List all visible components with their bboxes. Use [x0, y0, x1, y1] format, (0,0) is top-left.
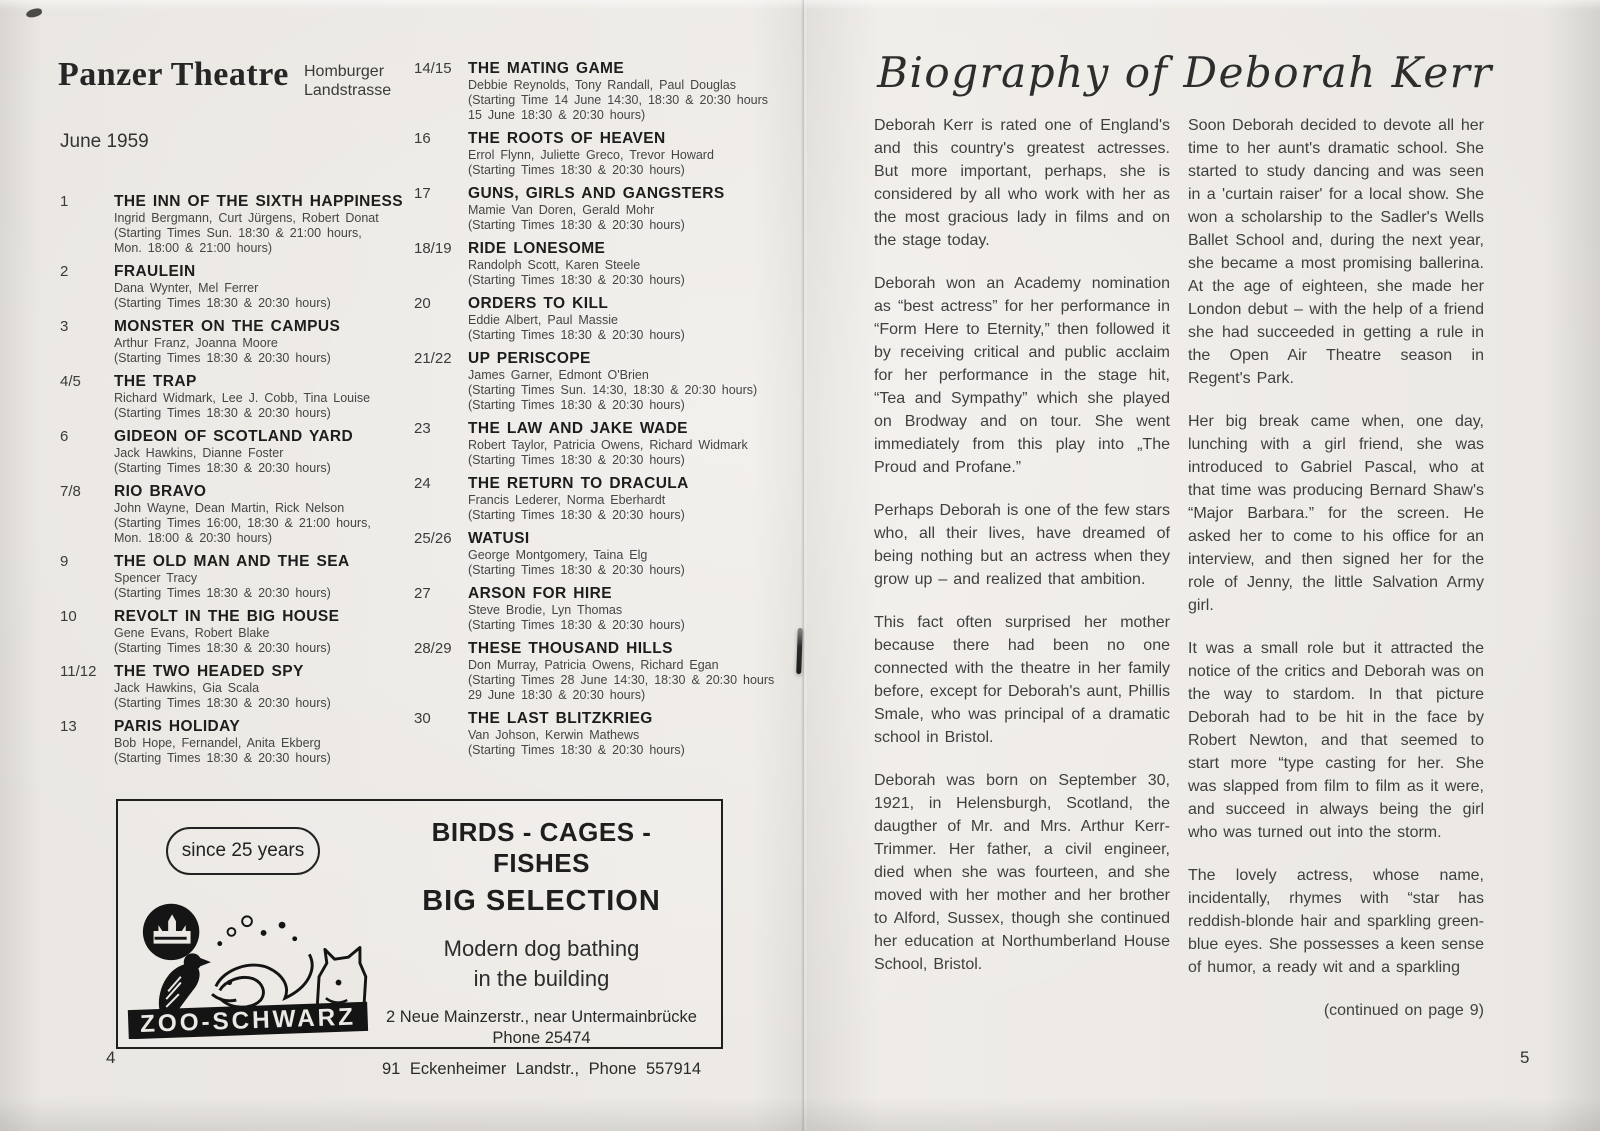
films-column-1 — [60, 193, 412, 773]
film-cast: Eddie Albert, Paul Massie — [468, 313, 618, 327]
film-dates: 25/26 — [414, 530, 452, 547]
film-entry — [414, 295, 782, 343]
film-times: (Starting Times 18:30 & 20:30 hours) — [468, 328, 685, 342]
film-times: (Starting Times 16:00, 18:30 & 21:00 hours, — [114, 516, 371, 530]
film-entry — [414, 640, 782, 703]
film-details — [468, 130, 782, 178]
film-entry — [414, 585, 782, 633]
film-times: (Starting Times 18:30 & 20:30 hours) — [468, 163, 685, 177]
ad-right-pane — [380, 801, 721, 1078]
film-title: THE ROOTS OF HEAVEN — [468, 130, 666, 147]
page-number-right: 5 — [1520, 1048, 1530, 1067]
film-details — [114, 608, 412, 656]
film-entry — [60, 193, 412, 256]
film-dates: 27 — [414, 585, 431, 602]
film-times: (Starting Times 18:30 & 20:30 hours) — [468, 453, 685, 467]
film-times: (Starting Times 18:30 & 20:30 hours) — [114, 586, 331, 600]
film-title: UP PERISCOPE — [468, 350, 591, 367]
film-title: MONSTER ON THE CAMPUS — [114, 318, 341, 335]
film-dates: 28/29 — [414, 640, 452, 657]
film-times: (Starting Times 18:30 & 20:30 hours) — [468, 398, 685, 412]
film-dates: 21/22 — [414, 350, 452, 367]
film-title: GUNS, GIRLS AND GANGSTERS — [468, 185, 725, 202]
film-details — [468, 60, 782, 123]
dog-illustration — [317, 948, 366, 1009]
film-details — [468, 350, 782, 413]
film-cast: Francis Lederer, Norma Eberhardt — [468, 493, 666, 507]
film-details — [114, 553, 412, 601]
ad-headline-2: BIG SELECTION — [422, 885, 661, 917]
film-title: GIDEON OF SCOTLAND YARD — [114, 428, 354, 445]
film-dates: 23 — [414, 420, 431, 437]
film-title: ORDERS TO KILL — [468, 295, 609, 312]
film-cast: Steve Brodie, Lyn Thomas — [468, 603, 623, 617]
theatre-title: Panzer Theatre — [58, 56, 289, 93]
film-title: THE MATING GAME — [468, 60, 625, 77]
page-fold — [801, 0, 807, 1131]
film-cast: Mamie Van Doren, Gerald Mohr — [468, 203, 655, 217]
film-times: (Starting Times 18:30 & 20:30 hours) — [114, 641, 331, 655]
film-entry — [60, 608, 412, 656]
film-details — [468, 420, 782, 468]
film-cast: Arthur Franz, Joanna Moore — [114, 336, 278, 350]
film-cast: Dana Wynter, Mel Ferrer — [114, 281, 259, 295]
film-details — [114, 428, 412, 476]
film-title: RIO BRAVO — [114, 483, 207, 500]
film-cast: Spencer Tracy — [114, 571, 198, 585]
film-dates: 4/5 — [60, 373, 81, 390]
film-times: (Starting Times 18:30 & 20:30 hours) — [468, 618, 685, 632]
film-details — [468, 475, 782, 523]
film-times: (Starting Times 18:30 & 20:30 hours) — [114, 461, 331, 475]
film-times: (Starting Times 18:30 & 20:30 hours) — [114, 351, 331, 365]
film-details — [114, 318, 412, 366]
film-entry — [60, 483, 412, 546]
biography-paragraph: This fact often surprised her mother because there had been no one connected with the theatre in her family before, except for Deborah's aunt, Phillis Smale, who was principal of a dramatic school in Bristol. — [874, 614, 1170, 746]
theatre-address — [304, 62, 391, 100]
biography-paragraph: Her big break came when, one day, lunching with a girl friend, she was introduced to Gabriel Pascal, who at that time was producing Bernard Shaw's “Major Barbara.” for the screen. He asked her to come to his office for an interview, and then signed her for the role of Jenny, the little Salvation Army girl. — [1188, 413, 1484, 614]
film-cast: Errol Flynn, Juliette Greco, Trevor Howard — [468, 148, 714, 162]
film-entry — [414, 530, 782, 578]
film-title: PARIS HOLIDAY — [114, 718, 241, 735]
zoo-schwarz-logo — [126, 893, 370, 1039]
film-entry — [60, 663, 412, 711]
film-dates: 7/8 — [60, 483, 81, 500]
film-dates: 20 — [414, 295, 431, 312]
film-dates: 17 — [414, 185, 431, 202]
film-title: RIDE LONESOME — [468, 240, 606, 257]
month-label: June 1959 — [60, 131, 149, 152]
theatre-address-line2: Landstrasse — [304, 82, 392, 99]
film-times: (Starting Times 28 June 14:30, 18:30 & 20:30 hours — [468, 673, 775, 687]
biography-column-2 — [1188, 114, 1484, 1022]
film-details — [468, 185, 782, 233]
biography-column-1 — [874, 114, 1170, 996]
film-dates: 10 — [60, 608, 77, 625]
film-cast: Gene Evans, Robert Blake — [114, 626, 270, 640]
film-cast: Ingrid Bergmann, Curt Jürgens, Robert Donat — [114, 211, 379, 225]
since-badge: since 25 years — [166, 827, 320, 875]
theatre-address-line1: Homburger — [304, 63, 385, 80]
film-dates: 24 — [414, 475, 431, 492]
film-dates: 14/15 — [414, 60, 452, 77]
film-entry — [60, 373, 412, 421]
film-details — [114, 263, 412, 311]
film-details — [114, 373, 412, 421]
biography-paragraph: Deborah won an Academy nomination as “best actress” for her performance in “Form Here to Eternity,” then followed it by receiving critical and public acclaim for her performance in the stage hit, “Tea and Sympathy” which she played on Brodway and on tour. She went immediately from this play into „The Proud and Profane.” — [874, 275, 1170, 476]
film-times: (Starting Times 18:30 & 20:30 hours) — [468, 273, 685, 287]
film-details — [468, 640, 782, 703]
ad-headline-1: BIRDS - CAGES - FISHES — [431, 817, 652, 878]
film-dates: 3 — [60, 318, 69, 335]
film-entry — [60, 428, 412, 476]
films-column-2 — [414, 60, 782, 765]
film-times: (Starting Times 18:30 & 20:30 hours) — [468, 563, 685, 577]
film-dates: 18/19 — [414, 240, 452, 257]
film-title: FRAULEIN — [114, 263, 196, 280]
film-cast: Jack Hawkins, Dianne Foster — [114, 446, 284, 460]
film-entry — [414, 185, 782, 233]
film-entry — [60, 718, 412, 766]
film-times: (Starting Times 18:30 & 20:30 hours) — [114, 696, 331, 710]
film-entry — [60, 263, 412, 311]
film-entry — [60, 318, 412, 366]
film-times: (Starting Times 18:30 & 20:30 hours) — [468, 218, 685, 232]
film-times: (Starting Times 18:30 & 20:30 hours) — [468, 508, 685, 522]
film-cast: Debbie Reynolds, Tony Randall, Paul Douglas — [468, 78, 736, 92]
biography-paragraph: Deborah Kerr is rated one of England's and this country's greatest actresses. But more important, perhaps, she is considered by all who work with her as the most gracious lady in films and on the stage today. — [874, 117, 1170, 249]
film-times: (Starting Times 18:30 & 20:30 hours) — [114, 406, 331, 420]
film-dates: 1 — [60, 193, 69, 210]
film-title: ARSON FOR HIRE — [468, 585, 612, 602]
biography-paragraph: Deborah was born on September 30, 1921, in Helensburgh, Scotland, the daugther of Mr. and Mrs. Arthur Kerr-Trimmer. Her father, a civil engineer, died when she was fourteen, and she moved with her mother and her brother to Alford, Sussex, though she continued her education at Northumberland House School, Bristol. — [874, 772, 1170, 973]
film-times: (Starting Times 18:30 & 20:30 hours) — [468, 743, 685, 757]
film-cast: Van Johson, Kerwin Mathews — [468, 728, 640, 742]
film-times: Mon. 18:00 & 21:00 hours) — [114, 241, 273, 255]
film-entry — [414, 475, 782, 523]
film-cast: Bob Hope, Fernandel, Anita Ekberg — [114, 736, 321, 750]
film-details — [468, 530, 782, 578]
page-number-left: 4 — [106, 1048, 116, 1067]
zoo-schwarz-advertisement — [116, 799, 723, 1078]
film-details — [114, 663, 412, 711]
film-times: Mon. 18:00 & 20:30 hours) — [114, 531, 273, 545]
film-cast: Jack Hawkins, Gia Scala — [114, 681, 260, 695]
ad-address-2: 91 Eckenheimer Landstr., Phone 557914 — [381, 1060, 702, 1078]
film-details — [114, 193, 412, 256]
film-dates: 2 — [60, 263, 69, 280]
film-title: WATUSI — [468, 530, 530, 547]
film-cast: Don Murray, Patricia Owens, Richard Egan — [468, 658, 719, 672]
film-entry — [414, 710, 782, 758]
film-cast: George Montgomery, Taina Elg — [468, 548, 648, 562]
film-title: REVOLT IN THE BIG HOUSE — [114, 608, 340, 625]
film-times: (Starting Times Sun. 14:30, 18:30 & 20:30 hours) — [468, 383, 758, 397]
film-cast: Robert Taylor, Patricia Owens, Richard Widmark — [468, 438, 748, 452]
film-cast: Richard Widmark, Lee J. Cobb, Tina Louise — [114, 391, 371, 405]
biography-paragraph: Perhaps Deborah is one of the few stars who, all their lives, have dreamed of being nothing but an actress when they grow up – and realized that ambition. — [874, 502, 1170, 588]
film-details — [468, 710, 782, 758]
film-times: (Starting Times 18:30 & 20:30 hours) — [114, 296, 331, 310]
film-cast: James Garner, Edmont O'Brien — [468, 368, 649, 382]
film-times: 15 June 18:30 & 20:30 hours) — [468, 108, 646, 122]
film-title: THE INN OF THE SIXTH HAPPINESS — [114, 193, 403, 210]
film-details — [114, 718, 412, 766]
ad-address-1: 2 Neue Mainzerstr., near Untermainbrücke — [386, 1008, 697, 1026]
zoo-logo-text: ZOO-SCHWARZ — [139, 1003, 357, 1039]
film-times: (Starting Times Sun. 18:30 & 21:00 hours, — [114, 226, 362, 240]
ad-phone-1: Phone 25474 — [492, 1029, 591, 1047]
ad-left-pane — [118, 801, 380, 1047]
film-details — [468, 240, 782, 288]
film-times: (Starting Time 14 June 14:30, 18:30 & 20:30 hours — [468, 93, 769, 107]
film-entry — [414, 60, 782, 123]
film-dates: 16 — [414, 130, 431, 147]
ad-subline-1: Modern dog bathing — [443, 936, 640, 961]
biography-heading: Biography of Deborah Kerr — [877, 48, 1493, 97]
film-dates: 13 — [60, 718, 77, 735]
film-cast: John Wayne, Dean Martin, Rick Nelson — [114, 501, 345, 515]
film-times: (Starting Times 18:30 & 20:30 hours) — [114, 751, 331, 765]
film-title: THESE THOUSAND HILLS — [468, 640, 673, 657]
film-entry — [414, 240, 782, 288]
film-details — [468, 585, 782, 633]
film-title: THE LAST BLITZKRIEG — [468, 710, 653, 727]
film-cast: Randolph Scott, Karen Steele — [468, 258, 641, 272]
film-entry — [414, 420, 782, 468]
film-details — [468, 295, 782, 343]
film-entry — [414, 130, 782, 178]
film-entry — [60, 553, 412, 601]
film-title: THE LAW AND JAKE WADE — [468, 420, 688, 437]
biography-paragraph: Soon Deborah decided to devote all her time to her aunt's dramatic school. She started to study dancing and was seen in a 'curtain raiser' for a local show. She won a scholarship to the Sadler's Wells Ballet School and, during the next year, she became a most promising ballerina. At the age of eighteen, she made her London debut – with the help of a friend she had succeeded in getting a rule in the Open Air Theatre season in Regent's Park. — [1188, 117, 1484, 387]
film-entry — [414, 350, 782, 413]
film-title: THE RETURN TO DRACULA — [468, 475, 689, 492]
continued-note: (continued on page 9) — [1323, 1002, 1484, 1019]
film-title: THE TRAP — [114, 373, 197, 390]
film-dates: 30 — [414, 710, 431, 727]
biography-paragraph: The lovely actress, whose name, incidentally, rhymes with “star has reddish-blonde hair and sparkling green-blue eyes. She possesses a keen sense of humor, a ready wit and a sparkling — [1188, 867, 1484, 976]
film-title: THE OLD MAN AND THE SEA — [114, 553, 350, 570]
film-details — [114, 483, 412, 546]
ink-smudge — [25, 7, 42, 18]
film-dates: 6 — [60, 428, 69, 445]
film-title: THE TWO HEADED SPY — [114, 663, 304, 680]
biography-paragraph: It was a small role but it attracted the notice of the critics and Deborah was on the way to stardom. In that picture Deborah had to be hit in the face by Robert Newton, and that seemed to start more “type casting for her. She was slapped from film to film as it were, and succeed in always being the girl who was turned out into the storm. — [1188, 640, 1484, 841]
ad-subline-2: in the building — [473, 966, 610, 991]
film-dates: 9 — [60, 553, 69, 570]
film-dates: 11/12 — [60, 663, 97, 680]
film-times: 29 June 18:30 & 20:30 hours) — [468, 688, 646, 702]
